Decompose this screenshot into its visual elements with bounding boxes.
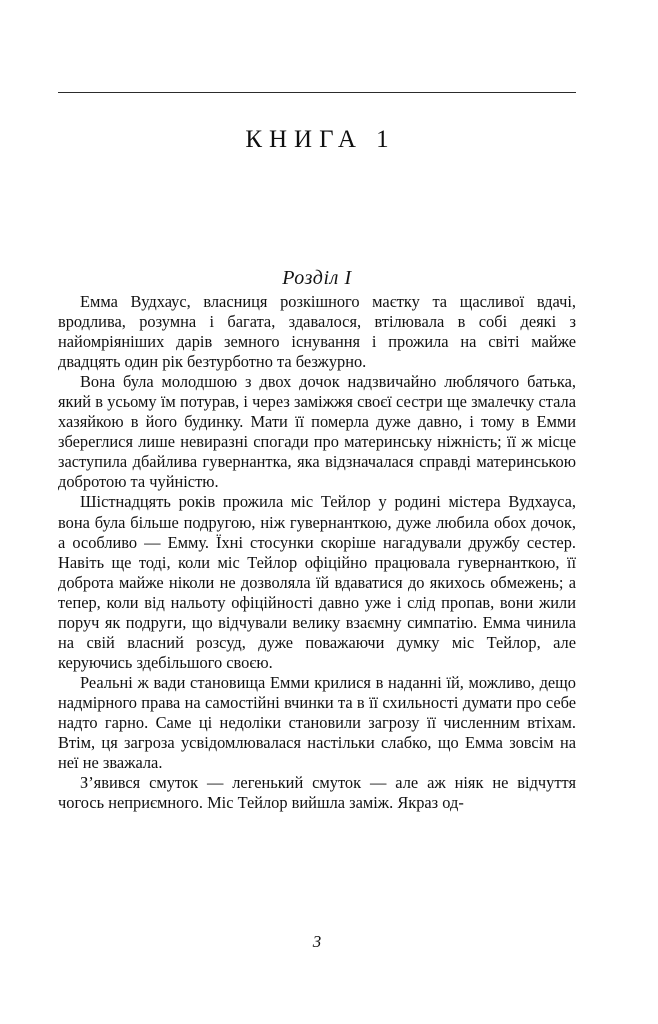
paragraph: Емма Вудхаус, власниця розкішного маєтку та щасливої вдачі, вродлива, розумна і багата, здавалося, втілювала в собі деякі з найомріяніших дарів земного існування і прожила на світі майже двадцять один рік безтурботно та безжурно. (58, 292, 576, 372)
paragraph: З’явився смуток — легенький смуток — але аж ніяк не відчуття чогось неприємного. Міс Тейлор вийшла заміж. Якраз од- (58, 773, 576, 813)
book-title: КНИГА 1 (245, 125, 396, 153)
page-number: 3 (312, 932, 322, 951)
header-divider-rule (58, 92, 576, 93)
paragraph: Вона була молодшою з двох дочок надзвичайно люблячого батька, який в усьому їм потурав, і через заміжжя своєї сестри ще змалечку стала хазяйкою в його будинку. Мати її померла дуже давно, і тому в Емми збереглися лише невиразні спогади про материнську ніжність; її ж місце заступила дбайлива гувернантка, яка відзначалася справді материнською добротою та чуйністю. (58, 372, 576, 492)
paragraph: Реальні ж вади становища Емми крилися в наданні їй, можливо, дещо надмірного права на самостійні вчинки та в її схильності думати про себе надто гарно. Саме ці недоліки становили загрозу її численним втіхам. Втім, ця загроза усвідомлювалася настільки слабко, що Емма зовсім на неї не зважала. (58, 672, 576, 773)
paragraph: Шістнадцять років прожила міс Тейлор у родині містера Вудхауса, вона була більше подругою, ніж гувернанткою, дуже любила обох дочок, а особливо — Емму. Їхні стосунки скоріше нагадували дружбу сестер. Навіть ще тоді, коли міс Тейлор офіційно працювала гувернанткою, її доброта майже ніколи не дозволяла їй вдаватися до якихось обмежень; а тепер, коли від нальоту офіційності давно уже і слід пропав, вони жили поруч як подруги, що відчували велику взаємну симпатію. Емма чинила на свій власний розсуд, дуже поважаючи думку міс Тейлор, але керуючись здебільшого своєю. (58, 492, 576, 672)
chapter-title: Розділ I (282, 266, 352, 289)
body-text (58, 292, 576, 813)
